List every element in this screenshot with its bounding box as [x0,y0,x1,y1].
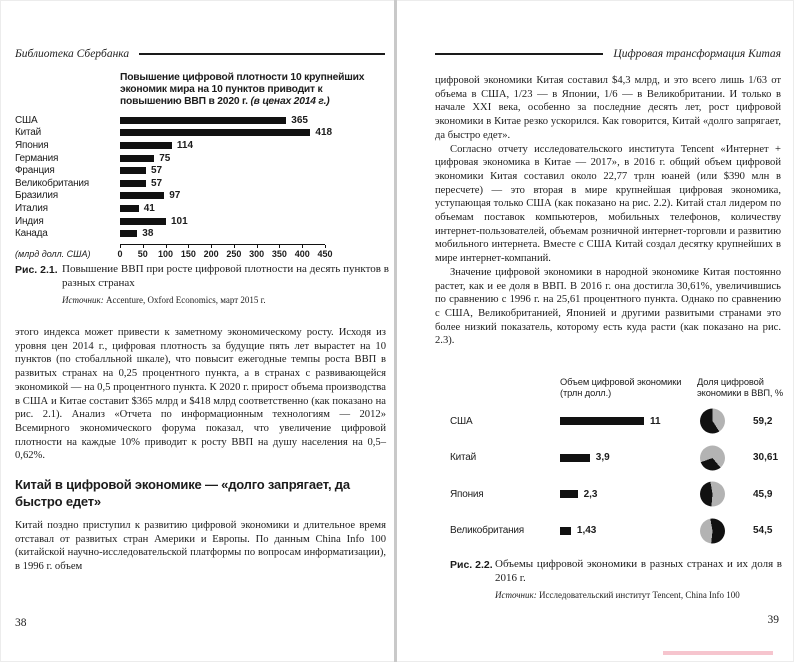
bar [560,454,590,462]
chart-bar-row [15,152,389,165]
caption-source [495,590,782,600]
figure-2-1-caption [15,263,389,305]
bar [120,155,154,162]
axis-tick-label: 400 [294,248,310,259]
chart-title [120,72,376,108]
bar [120,205,139,212]
bar-value-label: 101 [171,215,188,227]
fig22-rows [450,403,782,549]
caption-body [62,263,389,305]
chart-bar-row [15,139,389,152]
caption-number: Рис. 2.2. [450,559,493,571]
source-label: Источник: [62,295,104,305]
bar [120,192,164,199]
axis-tick-label: 450 [317,248,333,259]
axis-tick-label: 50 [137,248,148,259]
bar-track [120,153,389,164]
bar-value-label: 3,9 [595,452,610,464]
category-label: Великобритания [450,525,524,537]
chart-bar-row [15,202,389,215]
figure-2-1 [15,72,389,263]
bar-value-label: 97 [169,190,181,202]
bar-value-label: 11 [650,415,661,427]
paragraph: Значение цифровой экономики в народной экономике Китая постоянно растет, как и ее доля в ВВП. В 2016 г. она достигла 30,61%, увеличившись по сравнению с 1996 г. на 25,61 процентного пункта. Однако по сравнению с США, Великобританией, Японией и другими развитыми странами это более низкий показатель, которому есть куда расти (как показано на рис. 2.3). [435,266,781,347]
chart-row [450,440,782,477]
highlight-mark [663,651,773,655]
bar [120,218,166,225]
caption-text: Повышение ВВП при росте цифровой плотности на десять пунктов в разных странах [62,263,389,289]
bar [560,417,644,425]
axis-tick-label: 100 [158,248,174,259]
column-header-share: Доля цифровой экономики в ВВП, % [697,377,784,398]
bar-value-label: 418 [315,127,333,139]
column-header-volume: Объем цифровой экономики (трлн долл.) [560,377,682,398]
paragraph: Китай поздно приступил к развитию цифровой экономики и длительное время отставал от развитых стран Америки и Европы. По данным China Info 100 (китайской научно-исследовательской платформы по вопросам информатизации), в 1996 г. объем [15,520,386,573]
header-rule [139,53,385,55]
bar-value-label: 1,43 [576,525,597,537]
page-right [397,0,794,662]
body-text-left [15,326,386,574]
bar-value-label: 114 [176,139,194,151]
caption-number: Рис. 2.1. [15,264,58,276]
bar-track [120,127,389,138]
bar-category-label: Бразилия [15,190,58,202]
bar-track [120,228,389,239]
bar-track [120,165,389,176]
bar-track [120,203,389,214]
pie-value-label: 54,5 [753,525,773,537]
bar-value-label: 2,3 [583,488,598,500]
bar-track [120,140,389,151]
running-header-left [15,48,385,60]
axis-tick-label: 150 [180,248,196,259]
running-title-left: Библиотека Сбербанка [15,48,130,60]
chart-bar-row [15,177,389,190]
chart-title-text: Повышение цифровой плотности 10 крупнейших экономик мира на 10 пунктов приводит к повышению ВВП в 2020 г. [120,72,365,107]
bar-track [120,115,389,126]
header-rule [435,53,603,55]
bar [120,167,146,174]
bar [120,142,172,149]
pie-chart [700,482,725,507]
caption-text: Объемы цифровой экономики в разных странах и их доля в 2016 г. [495,558,782,584]
bar-category-label: Япония [15,139,49,151]
bar-category-label: Канада [15,228,48,240]
source-text: Исследовательский институт Tencent, China Info 100 [538,590,740,600]
bar [120,230,137,237]
bar-category-label: Италия [15,202,48,214]
paragraph: этого индекса может привести к заметному экономическому росту. Исходя из уровня цен 2014 г., цифровая плотность за будущие пять лет вырастет на 10 пунктов (по стобалльной шкале), что повысит ежегодные темпы роста ВВП в развитых странах на 0,25 процентного пункта, а в странах с развивающейся экономикой — на 0,5 процентного пункта. К 2020 г. прирост объема производства в США и Китае составит $365 млрд и $418 млрд соответственно (как показано на рис. 2.1). Анализ «Отчета по информационным технологиям — 2012» Всемирного экономического форума показал, что увеличение цифровой плотности на каждые 10% приводит к росту ВВП на душу населения на 0,5–0,62%. [15,327,386,462]
chart-bar-row [15,190,389,203]
axis-unit-label: (млрд долл. США) [15,248,91,259]
axis-tick [279,245,280,248]
axis-tick-label: 200 [203,248,219,259]
pie-value-label: 45,9 [753,488,773,500]
chart-bar-row [15,164,389,177]
source-text: Accenture, Oxford Economics, март 2015 г. [105,295,266,305]
page-left [0,0,394,662]
chart-bar-row [15,215,389,228]
chart-row [450,403,782,440]
bar [120,180,146,187]
axis-tick-label: 300 [249,248,265,259]
bar-value-label: 57 [151,177,163,189]
caption-source [62,295,389,305]
bar-category-label: Франция [15,165,55,177]
bar [560,527,571,535]
chart-title-note: (в ценах 2014 г.) [250,96,330,107]
fig21-axis [15,244,333,263]
source-label: Источник: [495,590,537,600]
axis-tick [188,245,189,248]
axis-tick [257,245,258,248]
paragraph: Согласно отчету исследовательского института Tencent «Интернет + цифровая экономика в Китае — 2017», в 2016 г. общий объем цифровой экономики Китая составил около 22,77 трлн юаней (или $390 млн в пересчете) — это вторая в мире крупнейшая цифровая экономика, уступающая только США (как показано на рис. 2.2). Китай стал лидером по объемам поставок компьютеров, мобильных телефонов, количеству интернет-пользователей, объемам розничной интернет-торговли и развитию мобильного интернета. Вместе с США Китай создал десятку крупнейших в мире интернет-компаний. [435,143,781,265]
paragraph: цифровой экономики Китая составил $4,3 млрд, и это всего лишь 1/63 от объема в США, 1/23 — в Японии, 1/6 — в Великобритании. И только в начале XXI века, особенно за последние десять лет, рост цифровой экономики в Китае резко ускорился. Как говорится, Китай «долго запрягает, да быстро едет». [435,75,781,141]
axis-tick-label: 350 [271,248,287,259]
axis-tick [120,245,121,248]
bar-track [120,216,389,227]
running-header-right [435,48,781,60]
bar-value-label: 75 [159,152,171,164]
bar-value-label: 38 [142,228,154,240]
axis-tick-label: 250 [226,248,242,259]
page-number-left: 38 [15,617,27,629]
bar-value-label: 365 [291,114,308,126]
bar [120,117,286,124]
section-heading: Китай в цифровой экономике — «долго запрягает, да быстро едет» [15,477,350,509]
caption-body [495,558,782,600]
bar-category-label: Великобритания [15,177,89,189]
axis-tick-label: 0 [117,248,123,259]
figure-2-2-caption [450,558,782,600]
category-label: США [450,415,473,427]
bar-value-label: 41 [143,202,155,214]
pie-chart [700,445,725,470]
pie-chart [700,518,725,543]
pie-value-label: 59,2 [753,415,773,427]
running-title-right: Цифровая трансформация Китая [613,48,781,60]
bar-value-label: 57 [151,165,163,177]
pie-value-label: 30,61 [753,452,779,464]
chart-bar-row [15,127,389,140]
bar-category-label: США [15,114,38,126]
bar [560,490,578,498]
chart-row [450,476,782,513]
axis-tick [166,245,167,248]
axis-tick [143,245,144,248]
body-text-right [435,74,781,348]
fig21-rows [15,114,389,240]
pie-chart [700,409,725,434]
axis-tick [325,245,326,248]
axis-tick [234,245,235,248]
bar-category-label: Германия [15,152,59,164]
bar-category-label: Китай [15,127,42,139]
chart-row [450,513,782,550]
axis-tick [302,245,303,248]
chart-bar-row [15,227,389,240]
axis-tick [211,245,212,248]
category-label: Китай [450,452,477,464]
bar-track [120,190,389,201]
bar [120,129,310,136]
page-number-right: 39 [767,614,779,626]
chart-bar-row [15,114,389,127]
bar-category-label: Индия [15,215,44,227]
bar-track [120,178,389,189]
category-label: Япония [450,488,484,500]
